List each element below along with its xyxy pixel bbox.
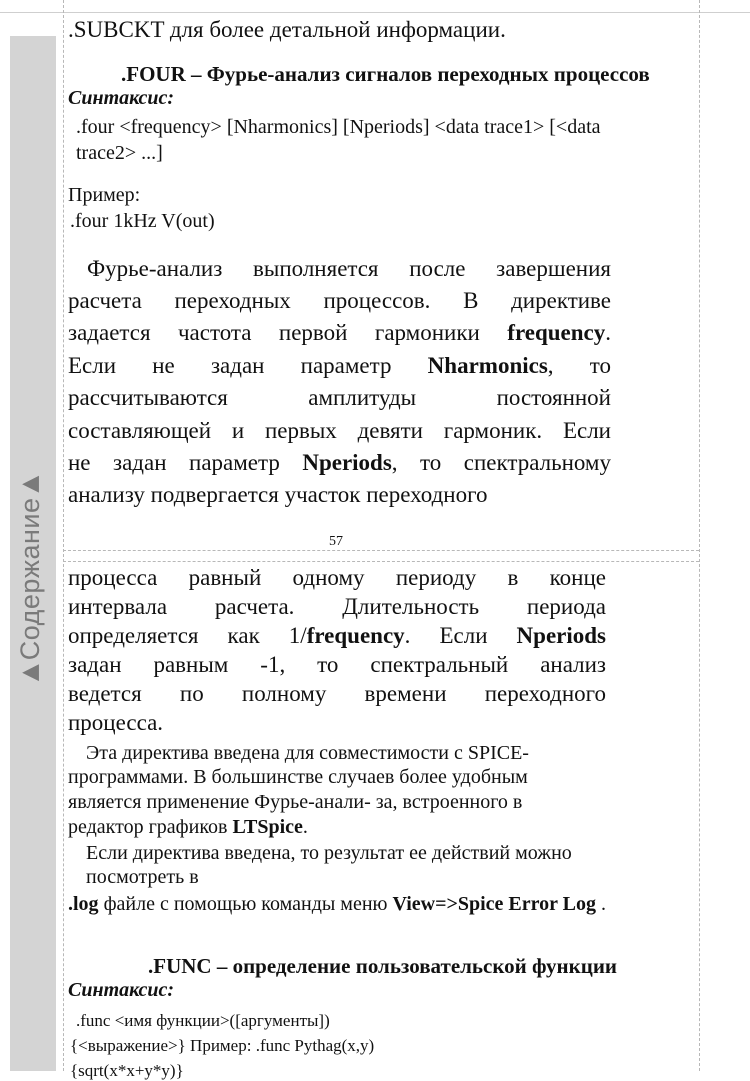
func-code-line1: .func <имя функции>([аргументы]) (76, 1011, 330, 1030)
paragraph-line: .log файле с помощью команды меню View=>Spice Error Log . (68, 893, 607, 915)
four-example-label: Пример: (68, 184, 141, 206)
func-syntax-label: Синтаксис: (68, 979, 175, 1001)
arrow-icon: ▶ (17, 660, 42, 686)
paragraph-line: является применение Фурье-анали- за, встроенного в (68, 791, 523, 813)
paragraph-line: составляющей и первых девяти гармоник. Если (68, 418, 611, 443)
func-code-line2: {<выражение>} Пример: .func Pythag(x,y) (70, 1036, 375, 1055)
func-heading: .FUNC – определение пользовательской функции (148, 954, 618, 978)
page-break-bottom (63, 561, 699, 562)
page-break-top (63, 550, 699, 551)
paragraph-line: рассчитываются амплитуды постоянной (68, 385, 611, 410)
paragraph-line: программами. В большинстве случаев более удобным (68, 766, 528, 788)
paragraph-line: Фурье-анализ выполняется после завершения (87, 256, 611, 281)
four-example-code: .four 1kHz V(out) (70, 210, 215, 232)
four-heading: .FOUR – Фурье-анализ сигналов переходных процессов (121, 62, 650, 86)
paragraph-line: процесса равный одному периоду в конце (68, 565, 606, 590)
top-edge (0, 12, 750, 13)
contents-sidebar-label (15, 472, 51, 686)
func-code-line3: {sqrt(x*x+y*y)} (70, 1061, 184, 1080)
paragraph-line: Если не задан параметр Nharmonics, то (68, 353, 611, 378)
sidebar-text: Содержание (15, 497, 45, 661)
right-margin-guide (699, 0, 700, 1071)
arrow-icon: ▶ (17, 472, 42, 498)
contents-sidebar-toggle[interactable] (10, 36, 56, 1071)
paragraph-line: не задан параметр Nperiods, то спектральному (68, 450, 611, 475)
paragraph-line: Если директива введена, то результат ее действий можно (86, 842, 572, 864)
four-syntax-line2: trace2> ...] (76, 142, 163, 164)
page-number: 57 (329, 534, 343, 549)
paragraph-line: Эта директива введена для совместимости с SPICE- (86, 742, 529, 764)
paragraph-line: расчета переходных процессов. В директиве (68, 288, 611, 313)
left-margin-guide (63, 0, 64, 1071)
four-syntax-label: Синтаксис: (68, 87, 175, 109)
paragraph-line: интервала расчета. Длительность периода (68, 594, 606, 619)
paragraph-line: посмотреть в (86, 866, 199, 888)
paragraph-line: процесса. (68, 710, 164, 735)
paragraph-line: задается частота первой гармоники frequency. (68, 320, 611, 345)
four-syntax-line1: .four <frequency> [Nharmonics] [Nperiods] <data trace1> [<data (76, 116, 601, 138)
paragraph-line: ведется по полному времени переходного (68, 681, 606, 706)
paragraph-line: задан равным -1, то спектральный анализ (68, 652, 606, 677)
paragraph-line: анализу подвергается участок переходного (68, 482, 488, 507)
paragraph-line: редактор графиков LTSpice. (68, 816, 308, 838)
top-line: .SUBCKT для более детальной информации. (68, 17, 506, 42)
paragraph-line: определяется как 1/frequency. Если Nperiods (68, 623, 606, 648)
